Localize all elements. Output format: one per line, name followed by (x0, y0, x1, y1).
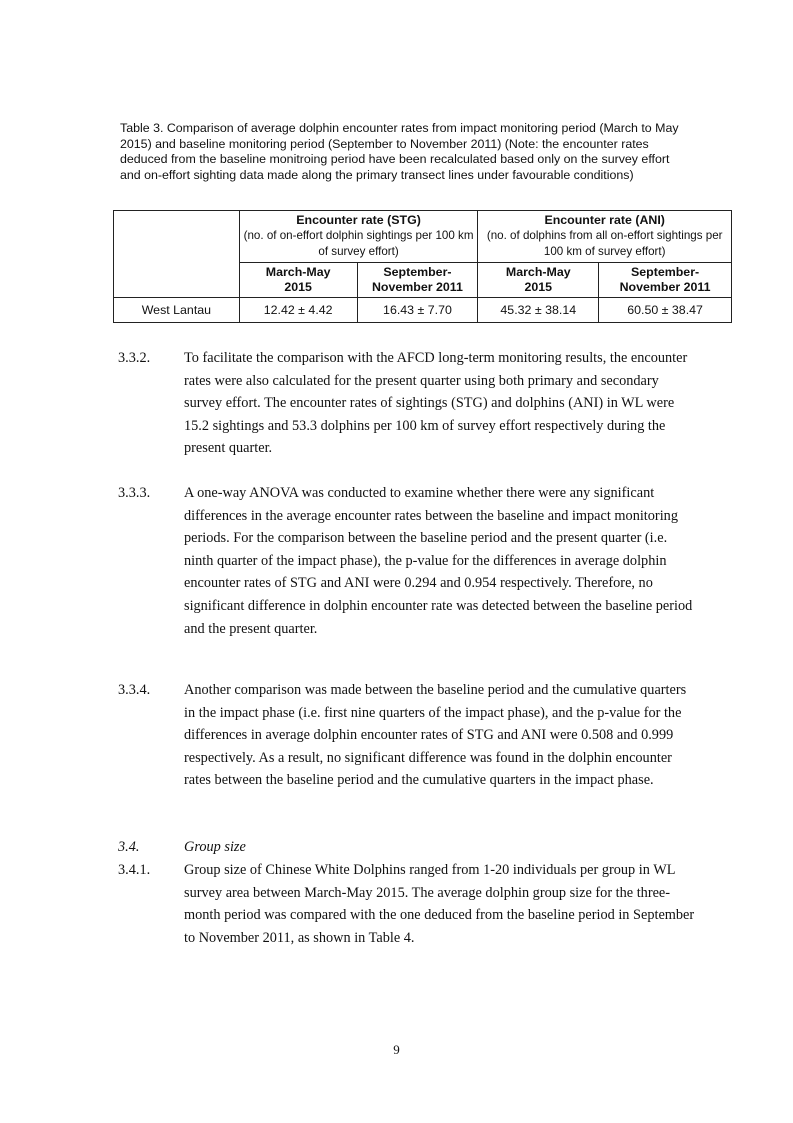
table-row (114, 298, 732, 323)
table-corner-cell (114, 211, 240, 298)
paragraph-text: Group size of Chinese White Dolphins ranged from 1-20 individuals per group in WL survey area between March-May 2015. The average dolphin group size for the three-month period was compared with the one deduced from the baseline period in September to November 2011, as shown in Table 4. (184, 862, 695, 946)
value-cell: 45.32 ± 38.14 (478, 298, 599, 323)
group-header-subtitle: (no. of dolphins from all on-effort sightings per 100 km of survey effort) (486, 229, 723, 258)
encounter-rate-table (113, 210, 732, 323)
area-cell: West Lantau (114, 298, 240, 323)
group-header-ani (478, 211, 732, 263)
period-header: March-May 2015 (239, 263, 357, 298)
value-cell: 16.43 ± 7.70 (357, 298, 478, 323)
group-header-title: Encounter rate (STG) (296, 213, 421, 227)
section-heading (118, 836, 698, 859)
group-header-title: Encounter rate (ANI) (544, 213, 665, 227)
section-number: 3.4. (118, 839, 140, 855)
paragraph-text: To facilitate the comparison with the AFCD long-term monitoring results, the encounter rates were also calculated for the present quarter using both primary and secondary survey effort. The encounter rates of sightings (STG) and dolphins (ANI) in WL were 15.2 sightings and 53.3 dolphins per 100 km of survey effort respectively during the present quarter. (184, 350, 688, 457)
paragraph-3-3-3 (118, 482, 698, 640)
period-header: March-May 2015 (478, 263, 599, 298)
group-header-subtitle: (no. of on-effort dolphin sightings per 100 km of survey effort) (243, 229, 474, 258)
paragraph-text: A one-way ANOVA was conducted to examine whether there were any significant differences in the average encounter rates between the baseline and impact monitoring periods. For the comparison between the baseline period and the present quarter (i.e. ninth quarter of the impact phase), the p-value for the differences in average dolphin encounter rates of STG and ANI were 0.294 and 0.954 respectively. Therefore, no significant difference in dolphin encounter rate was detected between the baseline period and the present quarter. (184, 485, 693, 637)
page-number: 9 (393, 1042, 400, 1057)
paragraph-3-3-4 (118, 679, 698, 792)
group-header-stg (239, 211, 478, 263)
paragraph-text: Another comparison was made between the baseline period and the cumulative quarters in the impact phase (i.e. first nine quarters of the impact phase), and the p-value for the differences in average dolphin encounter rates of STG and ANI were 0.508 and 0.999 respectively. As a result, no significant difference was found in the dolphin encounter rates between the baseline period and the cumulative quarters in the impact phase. (184, 682, 687, 789)
paragraph-3-4-1 (118, 859, 698, 949)
table-caption: Table 3. Comparison of average dolphin encounter rates from impact monitoring period (March to May 2015) and baseline monitoring period (September to November 2011) (Note: the encounter rates deduced from the baseline monitroing period have been recalculated based only on the survey effort and on-effort sighting data made along the primary transect lines under favourable conditions) (120, 121, 679, 182)
paragraph-3-3-2 (118, 347, 698, 460)
section-title: Group size (184, 839, 246, 855)
paragraph-number: 3.3.3. (118, 485, 151, 501)
period-header: September- November 2011 (599, 263, 732, 298)
paragraph-number: 3.4.1. (118, 862, 151, 878)
value-cell: 60.50 ± 38.47 (599, 298, 732, 323)
paragraph-number: 3.3.2. (118, 350, 151, 366)
value-cell: 12.42 ± 4.42 (239, 298, 357, 323)
period-header: September- November 2011 (357, 263, 478, 298)
paragraph-number: 3.3.4. (118, 682, 151, 698)
